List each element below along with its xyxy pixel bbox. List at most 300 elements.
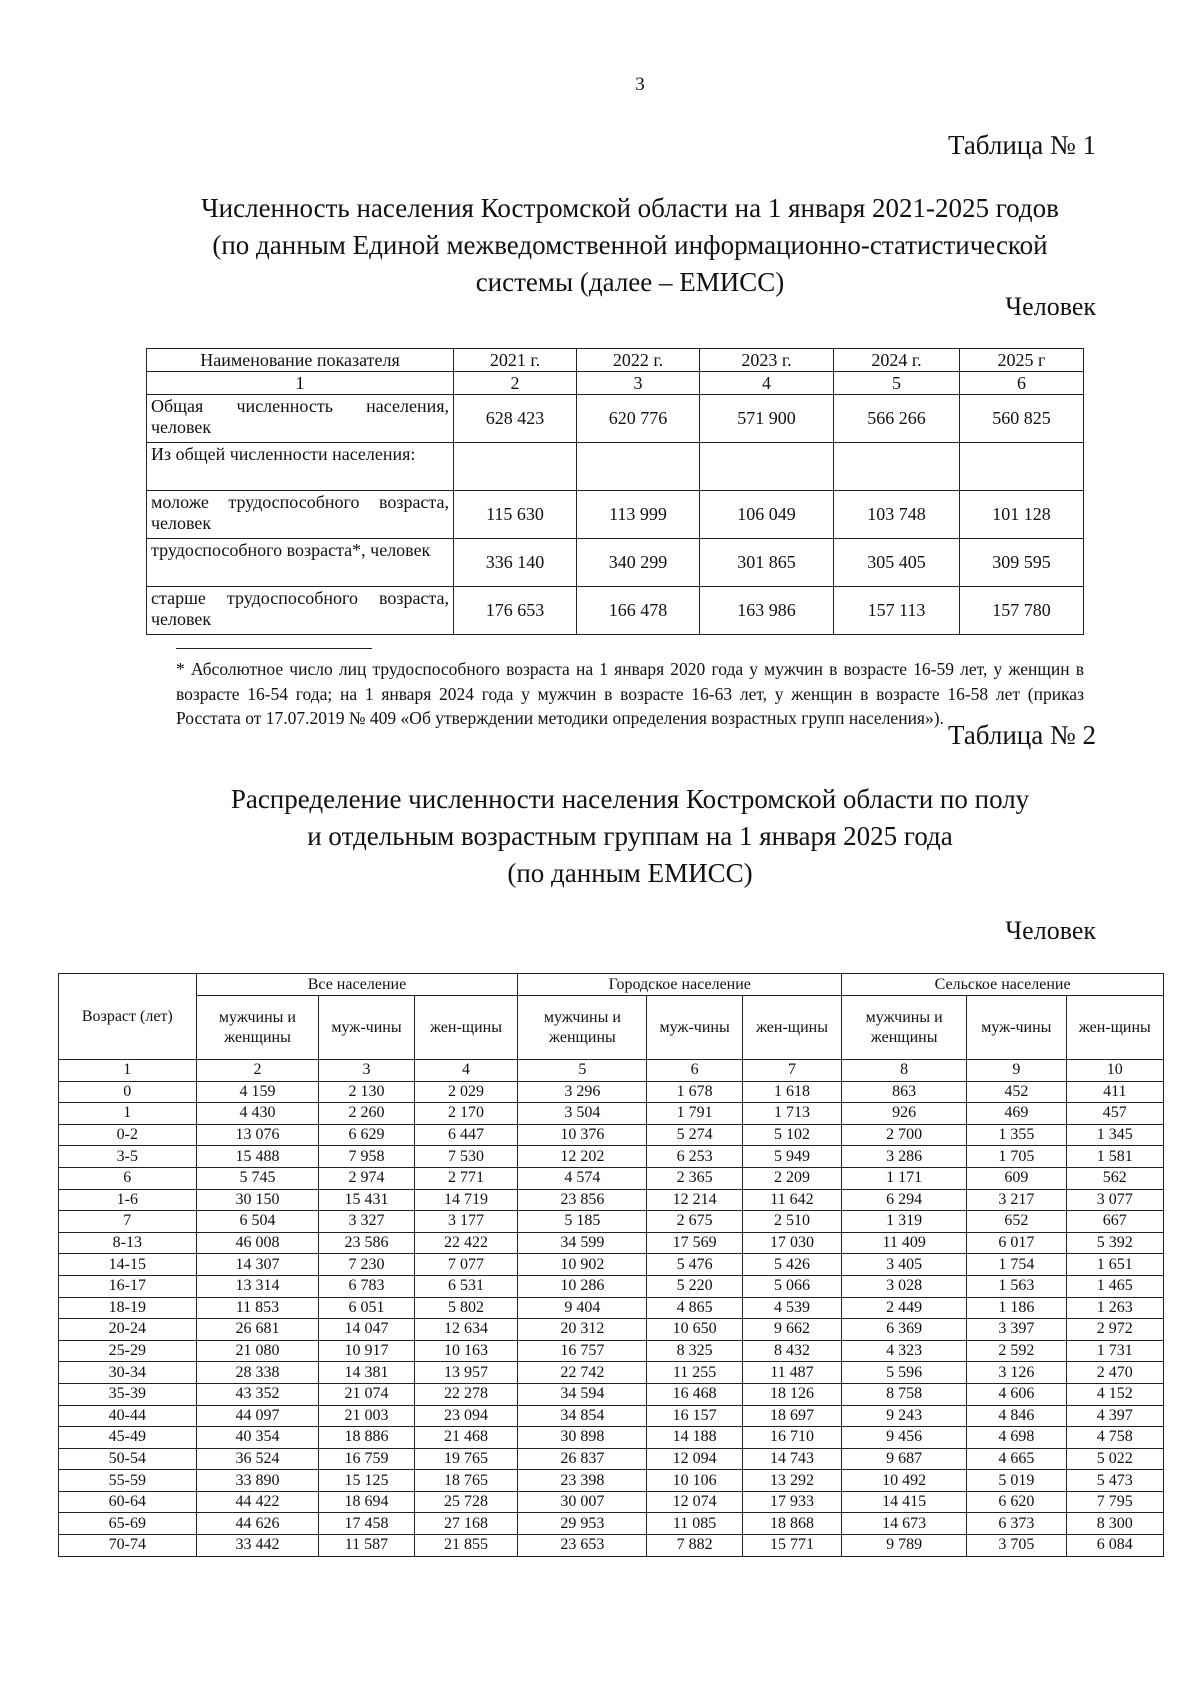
population-cell: 1 263 (1066, 1297, 1163, 1319)
table1-header-cell: 2025 г (960, 349, 1084, 372)
column-number: 8 (842, 1060, 967, 1082)
population-cell: 6 504 (196, 1211, 319, 1233)
population-cell: 33 442 (196, 1535, 319, 1557)
population-cell: 1 355 (967, 1124, 1066, 1146)
table1-title-line: (по данным Единой межведомственной информационно-статистической (212, 230, 1048, 260)
column-number: 3 (319, 1060, 414, 1082)
population-cell: 4 698 (967, 1427, 1066, 1449)
population-cell: 7 882 (647, 1535, 742, 1557)
population-cell: 6 051 (319, 1297, 414, 1319)
age-group-cell: 30-34 (59, 1362, 197, 1384)
age-group-cell: 16-17 (59, 1275, 197, 1297)
indicator-value: 628 423 (454, 395, 577, 443)
column-number: 7 (742, 1060, 842, 1082)
population-cell: 4 574 (518, 1167, 647, 1189)
population-cell: 21 074 (319, 1383, 414, 1405)
population-cell: 30 898 (518, 1427, 647, 1449)
age-group-cell: 50-54 (59, 1448, 197, 1470)
population-cell: 11 587 (319, 1535, 414, 1557)
population-cell: 3 397 (967, 1319, 1066, 1341)
population-cell: 14 381 (319, 1362, 414, 1384)
indicator-value: 115 630 (454, 491, 577, 539)
population-cell: 12 214 (647, 1189, 742, 1211)
population-cell: 28 338 (196, 1362, 319, 1384)
table2-unit: Человек (1005, 916, 1096, 945)
table-row (147, 395, 1084, 443)
population-cell: 1 713 (742, 1103, 842, 1125)
age-group-cell: 60-64 (59, 1491, 197, 1513)
indicator-name: старше трудоспособного возраста, человек (147, 587, 454, 635)
table1-unit: Человек (1005, 292, 1096, 321)
population-cell: 14 415 (842, 1491, 967, 1513)
population-cell: 4 846 (967, 1405, 1066, 1427)
population-cell: 11 487 (742, 1362, 842, 1384)
population-cell: 667 (1066, 1211, 1163, 1233)
population-cell: 5 102 (742, 1124, 842, 1146)
population-cell: 2 974 (319, 1167, 414, 1189)
population-cell: 21 468 (414, 1427, 518, 1449)
population-cell: 16 759 (319, 1448, 414, 1470)
table-row (59, 1167, 1164, 1189)
population-cell: 10 917 (319, 1340, 414, 1362)
population-cell: 10 650 (647, 1319, 742, 1341)
age-group-cell: 18-19 (59, 1297, 197, 1319)
age-group-cell: 65-69 (59, 1513, 197, 1535)
population-cell: 4 397 (1066, 1405, 1163, 1427)
population-cell: 15 771 (742, 1535, 842, 1557)
indicator-value (577, 443, 700, 491)
age-column-header: Возраст (лет) (59, 974, 197, 1060)
population-cell: 16 757 (518, 1340, 647, 1362)
indicator-value: 305 405 (834, 539, 960, 587)
age-group-cell: 1-6 (59, 1189, 197, 1211)
population-cell: 14 673 (842, 1513, 967, 1535)
column-number: 2 (454, 372, 577, 395)
age-group-cell: 7 (59, 1211, 197, 1233)
age-group-cell: 25-29 (59, 1340, 197, 1362)
indicator-value: 157 780 (960, 587, 1084, 635)
sub-header-both: мужчины и женщины (518, 996, 647, 1060)
indicator-name: Из общей численности населения: (147, 443, 454, 491)
population-cell: 3 296 (518, 1081, 647, 1103)
population-cell: 863 (842, 1081, 967, 1103)
population-cell: 15 488 (196, 1146, 319, 1168)
column-number: 3 (577, 372, 700, 395)
indicator-value: 157 113 (834, 587, 960, 635)
population-cell: 7 958 (319, 1146, 414, 1168)
population-cell: 652 (967, 1211, 1066, 1233)
population-cell: 14 719 (414, 1189, 518, 1211)
indicator-value: 336 140 (454, 539, 577, 587)
population-cell: 6 084 (1066, 1535, 1163, 1557)
table1-title-line: системы (далее – ЕМИСС) (475, 267, 785, 297)
sub-header-men: муж-чины (967, 996, 1066, 1060)
indicator-value: 566 266 (834, 395, 960, 443)
age-group-cell: 35-39 (59, 1383, 197, 1405)
population-cell: 4 323 (842, 1340, 967, 1362)
population-cell: 2 675 (647, 1211, 742, 1233)
population-cell: 7 795 (1066, 1491, 1163, 1513)
population-cell: 6 017 (967, 1232, 1066, 1254)
population-cell: 15 431 (319, 1189, 414, 1211)
population-cell: 1 651 (1066, 1254, 1163, 1276)
population-cell: 23 094 (414, 1405, 518, 1427)
indicator-value: 101 128 (960, 491, 1084, 539)
age-group-cell: 14-15 (59, 1254, 197, 1276)
population-cell: 2 260 (319, 1103, 414, 1125)
population-cell: 44 422 (196, 1491, 319, 1513)
population-cell: 44 626 (196, 1513, 319, 1535)
age-sex-distribution-table (58, 973, 1164, 1557)
population-cell: 15 125 (319, 1470, 414, 1492)
column-number: 5 (834, 372, 960, 395)
table-row (59, 1232, 1164, 1254)
population-cell: 3 077 (1066, 1189, 1163, 1211)
population-cell: 5 745 (196, 1167, 319, 1189)
population-cell: 3 177 (414, 1211, 518, 1233)
population-cell: 46 008 (196, 1232, 319, 1254)
population-cell: 10 492 (842, 1470, 967, 1492)
population-cell: 36 524 (196, 1448, 319, 1470)
sub-header-both: мужчины и женщины (842, 996, 967, 1060)
population-cell: 23 856 (518, 1189, 647, 1211)
population-cell: 3 126 (967, 1362, 1066, 1384)
population-cell: 9 789 (842, 1535, 967, 1557)
age-group-cell: 70-74 (59, 1535, 197, 1557)
indicator-value: 560 825 (960, 395, 1084, 443)
page-number: 3 (635, 74, 645, 95)
table-row (59, 1340, 1164, 1362)
population-cell: 21 080 (196, 1340, 319, 1362)
table2-title-line: (по данным ЕМИСС) (507, 858, 753, 888)
table1-header-cell: 2024 г. (834, 349, 960, 372)
population-cell: 4 152 (1066, 1383, 1163, 1405)
indicator-value: 340 299 (577, 539, 700, 587)
population-cell: 8 300 (1066, 1513, 1163, 1535)
group-header-urban: Городское население (518, 974, 842, 996)
population-cell: 27 168 (414, 1513, 518, 1535)
population-cell: 30 150 (196, 1189, 319, 1211)
table-row (59, 1405, 1164, 1427)
indicator-name: Общая численность населения, человек (147, 395, 454, 443)
indicator-value: 176 653 (454, 587, 577, 635)
population-cell: 10 106 (647, 1470, 742, 1492)
population-cell: 1 581 (1066, 1146, 1163, 1168)
column-number: 6 (960, 372, 1084, 395)
population-cell: 5 220 (647, 1275, 742, 1297)
age-group-cell: 45-49 (59, 1427, 197, 1449)
column-number: 1 (59, 1060, 197, 1082)
population-cell: 12 634 (414, 1319, 518, 1341)
age-group-cell: 40-44 (59, 1405, 197, 1427)
population-cell: 22 278 (414, 1383, 518, 1405)
table-row (59, 1362, 1164, 1384)
population-cell: 5 949 (742, 1146, 842, 1168)
population-cell: 9 404 (518, 1297, 647, 1319)
table2-sub-header-row (59, 996, 1164, 1060)
population-cell: 1 618 (742, 1081, 842, 1103)
population-cell: 9 456 (842, 1427, 967, 1449)
sub-header-men: муж-чины (647, 996, 742, 1060)
table-row (59, 1535, 1164, 1557)
indicator-value: 301 865 (700, 539, 834, 587)
population-cell: 13 957 (414, 1362, 518, 1384)
population-cell: 12 094 (647, 1448, 742, 1470)
column-number: 10 (1066, 1060, 1163, 1082)
population-cell: 10 286 (518, 1275, 647, 1297)
population-cell: 5 185 (518, 1211, 647, 1233)
population-cell: 30 007 (518, 1491, 647, 1513)
population-cell: 2 209 (742, 1167, 842, 1189)
population-cell: 469 (967, 1103, 1066, 1125)
population-cell: 2 170 (414, 1103, 518, 1125)
population-cell: 7 230 (319, 1254, 414, 1276)
age-group-cell: 0-2 (59, 1124, 197, 1146)
population-cell: 1 563 (967, 1275, 1066, 1297)
population-cell: 7 077 (414, 1254, 518, 1276)
population-cell: 8 758 (842, 1383, 967, 1405)
population-cell: 3 028 (842, 1275, 967, 1297)
population-cell: 7 530 (414, 1146, 518, 1168)
population-cell: 3 405 (842, 1254, 967, 1276)
age-group-cell: 0 (59, 1081, 197, 1103)
population-cell: 26 837 (518, 1448, 647, 1470)
indicator-value: 571 900 (700, 395, 834, 443)
age-group-cell: 6 (59, 1167, 197, 1189)
footnote: * Абсолютное число лиц трудоспособного возраста на 1 января 2020 года у мужчин в возрасте 16-59 лет, у женщин в возрасте 16-54 года; на 1 января 2024 года у мужчин в возрасте 16-63 лет, у женщин в возрасте 16-58 лет (приказ Росстата от 17.07.2019 № 409 «Об утверждении методики определения возрастных групп населения»). (176, 659, 1084, 728)
population-cell: 10 376 (518, 1124, 647, 1146)
table-row (59, 1448, 1164, 1470)
table-row (59, 1297, 1164, 1319)
population-cell: 17 933 (742, 1491, 842, 1513)
indicator-value: 103 748 (834, 491, 960, 539)
table1-title-line: Численность населения Костромской области на 1 января 2021-2025 годов (201, 193, 1059, 223)
population-cell: 9 687 (842, 1448, 967, 1470)
population-cell: 14 307 (196, 1254, 319, 1276)
population-cell: 16 157 (647, 1405, 742, 1427)
population-cell: 18 126 (742, 1383, 842, 1405)
population-cell: 8 432 (742, 1340, 842, 1362)
population-cell: 5 022 (1066, 1448, 1163, 1470)
population-cell: 1 465 (1066, 1275, 1163, 1297)
indicator-value: 163 986 (700, 587, 834, 635)
group-header-total: Все население (196, 974, 518, 996)
table1-header-row (147, 349, 1084, 372)
population-cell: 40 354 (196, 1427, 319, 1449)
population-cell: 4 665 (967, 1448, 1066, 1470)
population-cell: 4 430 (196, 1103, 319, 1125)
sub-header-women: жен-щины (742, 996, 842, 1060)
table2-title-line: и отдельным возрастным группам на 1 января 2025 года (307, 821, 953, 851)
column-number: 2 (196, 1060, 319, 1082)
population-cell: 10 902 (518, 1254, 647, 1276)
population-cell: 29 953 (518, 1513, 647, 1535)
indicator-name: трудоспособного возраста*, человек (147, 539, 454, 587)
table2-label: Таблица № 2 (948, 720, 1096, 750)
population-cell: 4 758 (1066, 1427, 1163, 1449)
population-cell: 34 594 (518, 1383, 647, 1405)
age-group-cell: 55-59 (59, 1470, 197, 1492)
table-row (147, 587, 1084, 635)
population-cell: 18 868 (742, 1513, 842, 1535)
population-cell: 11 409 (842, 1232, 967, 1254)
population-cell: 13 076 (196, 1124, 319, 1146)
population-cell: 22 742 (518, 1362, 647, 1384)
population-cell: 6 629 (319, 1124, 414, 1146)
population-cell: 34 854 (518, 1405, 647, 1427)
population-cell: 23 586 (319, 1232, 414, 1254)
population-cell: 2 449 (842, 1297, 967, 1319)
population-cell: 3 327 (319, 1211, 414, 1233)
population-cell: 6 294 (842, 1189, 967, 1211)
population-cell: 1 678 (647, 1081, 742, 1103)
population-cell: 21 003 (319, 1405, 414, 1427)
population-cell: 16 710 (742, 1427, 842, 1449)
sub-header-women: жен-щины (414, 996, 518, 1060)
table2-group-header-row (59, 974, 1164, 996)
population-cell: 1 731 (1066, 1340, 1163, 1362)
population-cell: 11 255 (647, 1362, 742, 1384)
population-cell: 23 398 (518, 1470, 647, 1492)
population-cell: 1 705 (967, 1146, 1066, 1168)
population-cell: 8 325 (647, 1340, 742, 1362)
table-row (59, 1254, 1164, 1276)
age-group-cell: 8-13 (59, 1232, 197, 1254)
indicator-name: моложе трудоспособного возраста, человек (147, 491, 454, 539)
table1-title (150, 190, 1110, 301)
population-cell: 9 662 (742, 1319, 842, 1341)
population-cell: 411 (1066, 1081, 1163, 1103)
footnote-divider (176, 648, 372, 649)
population-cell: 14 743 (742, 1448, 842, 1470)
population-cell: 13 314 (196, 1275, 319, 1297)
population-cell: 25 728 (414, 1491, 518, 1513)
table-row (59, 1146, 1164, 1168)
indicator-value: 309 595 (960, 539, 1084, 587)
population-cell: 3 217 (967, 1189, 1066, 1211)
table-row (147, 491, 1084, 539)
population-cell: 452 (967, 1081, 1066, 1103)
table1-label: Таблица № 1 (948, 130, 1096, 160)
population-cell: 14 188 (647, 1427, 742, 1449)
indicator-value (700, 443, 834, 491)
population-cell: 2 470 (1066, 1362, 1163, 1384)
population-cell: 19 765 (414, 1448, 518, 1470)
age-group-cell: 3-5 (59, 1146, 197, 1168)
column-number: 4 (414, 1060, 518, 1082)
population-cell: 6 783 (319, 1275, 414, 1297)
population-cell: 1 186 (967, 1297, 1066, 1319)
population-cell: 18 886 (319, 1427, 414, 1449)
population-cell: 18 765 (414, 1470, 518, 1492)
column-number: 5 (518, 1060, 647, 1082)
population-cell: 5 019 (967, 1470, 1066, 1492)
indicator-value: 113 999 (577, 491, 700, 539)
table1-header-cell: Наименование показателя (147, 349, 454, 372)
population-cell: 5 426 (742, 1254, 842, 1276)
population-cell: 11 085 (647, 1513, 742, 1535)
population-cell: 562 (1066, 1167, 1163, 1189)
group-header-rural: Сельское население (842, 974, 1164, 996)
population-cell: 2 029 (414, 1081, 518, 1103)
population-cell: 20 312 (518, 1319, 647, 1341)
table-row (59, 1275, 1164, 1297)
population-cell: 5 274 (647, 1124, 742, 1146)
population-cell: 11 642 (742, 1189, 842, 1211)
population-table (146, 348, 1084, 635)
table1-header-cell: 2023 г. (700, 349, 834, 372)
population-cell: 17 458 (319, 1513, 414, 1535)
population-cell: 5 802 (414, 1297, 518, 1319)
population-cell: 2 365 (647, 1167, 742, 1189)
population-cell: 3 705 (967, 1535, 1066, 1557)
population-cell: 11 853 (196, 1297, 319, 1319)
population-cell: 1 319 (842, 1211, 967, 1233)
population-cell: 2 771 (414, 1167, 518, 1189)
indicator-value (834, 443, 960, 491)
table2-title (150, 781, 1110, 892)
population-cell: 3 504 (518, 1103, 647, 1125)
table1-header-cell: 2021 г. (454, 349, 577, 372)
population-cell: 16 468 (647, 1383, 742, 1405)
population-cell: 5 473 (1066, 1470, 1163, 1492)
population-cell: 23 653 (518, 1535, 647, 1557)
population-cell: 6 447 (414, 1124, 518, 1146)
table-row (59, 1103, 1164, 1125)
sub-header-women: жен-щины (1066, 996, 1163, 1060)
population-cell: 1 791 (647, 1103, 742, 1125)
population-cell: 4 539 (742, 1297, 842, 1319)
population-cell: 18 697 (742, 1405, 842, 1427)
population-cell: 5 596 (842, 1362, 967, 1384)
population-cell: 2 972 (1066, 1319, 1163, 1341)
population-cell: 18 694 (319, 1491, 414, 1513)
table-row (59, 1383, 1164, 1405)
population-cell: 34 599 (518, 1232, 647, 1254)
table-row (59, 1189, 1164, 1211)
population-cell: 2 592 (967, 1340, 1066, 1362)
population-cell: 6 620 (967, 1491, 1066, 1513)
table-row (59, 1513, 1164, 1535)
population-cell: 4 865 (647, 1297, 742, 1319)
population-cell: 457 (1066, 1103, 1163, 1125)
table-row (147, 539, 1084, 587)
sub-header-both: мужчины и женщины (196, 996, 319, 1060)
population-cell: 609 (967, 1167, 1066, 1189)
age-group-cell: 20-24 (59, 1319, 197, 1341)
population-cell: 17 030 (742, 1232, 842, 1254)
population-cell: 2 510 (742, 1211, 842, 1233)
population-cell: 14 047 (319, 1319, 414, 1341)
population-cell: 4 606 (967, 1383, 1066, 1405)
age-group-cell: 1 (59, 1103, 197, 1125)
indicator-value (960, 443, 1084, 491)
population-cell: 9 243 (842, 1405, 967, 1427)
population-cell: 6 373 (967, 1513, 1066, 1535)
population-cell: 43 352 (196, 1383, 319, 1405)
table-row (59, 1491, 1164, 1513)
table1-header-cell: 2022 г. (577, 349, 700, 372)
population-cell: 1 345 (1066, 1124, 1163, 1146)
population-cell: 4 159 (196, 1081, 319, 1103)
table1-column-number-row (147, 372, 1084, 395)
column-number: 1 (147, 372, 454, 395)
table-row (59, 1319, 1164, 1341)
population-cell: 33 890 (196, 1470, 319, 1492)
population-cell: 5 392 (1066, 1232, 1163, 1254)
population-cell: 21 855 (414, 1535, 518, 1557)
column-number: 9 (967, 1060, 1066, 1082)
